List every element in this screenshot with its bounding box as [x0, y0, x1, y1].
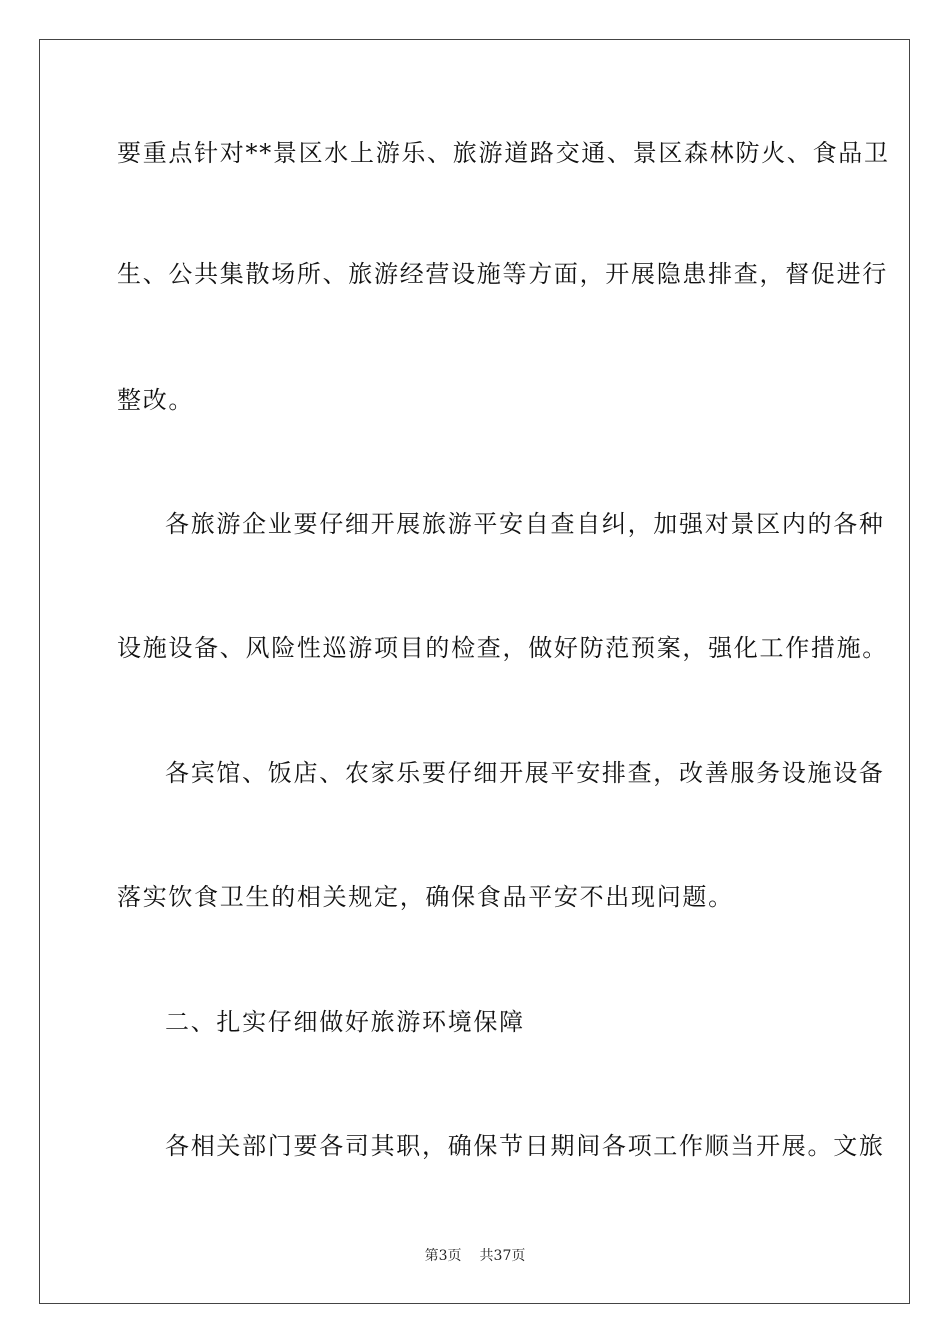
body-text-line: 生、公共集散场所、旅游经营设施等方面，开展隐患排查，督促进行 [117, 260, 888, 288]
body-text-line: 要重点针对**景区水上游乐、旅游道路交通、景区森林防火、食品卫 [117, 139, 890, 167]
page-number: 第3页 [424, 1248, 462, 1264]
page-total: 共37页 [479, 1248, 526, 1264]
body-text-line: 设施设备、风险性巡游项目的检查，做好防范预案，强化工作措施。 [117, 634, 888, 662]
body-text-line: 各旅游企业要仔细开展旅游平安自查自纠，加强对景区内的各种 [165, 510, 885, 538]
page-border [39, 39, 910, 1304]
section-heading: 二、扎实仔细做好旅游环境保障 [165, 1008, 525, 1036]
body-text-line: 整改。 [117, 386, 195, 414]
body-text-line: 各相关部门要各司其职，确保节日期间各项工作顺当开展。文旅 [165, 1132, 885, 1160]
page-footer [0, 1246, 950, 1266]
body-text-line: 各宾馆、饭店、农家乐要仔细开展平安排查，改善服务设施设备 [165, 759, 885, 787]
body-text-line: 落实饮食卫生的相关规定，确保食品平安不出现问题。 [117, 883, 734, 911]
